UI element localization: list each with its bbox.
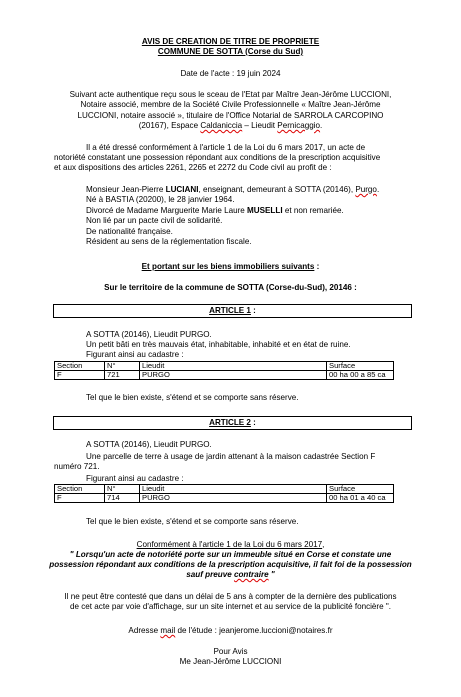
quote-line-3 bbox=[0, 570, 461, 580]
table-row bbox=[55, 371, 394, 380]
heading-suffix: : bbox=[250, 306, 256, 315]
cell-surface: 00 ha 00 a 85 ca bbox=[327, 371, 394, 380]
place-name: Pernicaggio bbox=[277, 121, 321, 130]
header-surface: Surface bbox=[327, 485, 394, 494]
table-row bbox=[55, 494, 394, 503]
text: Adresse bbox=[128, 626, 161, 635]
beneficiary-pacs: Non lié par un pacte civil de solidarité. bbox=[86, 216, 223, 225]
text: Divorcé de Madame Marguerite Marie Laure bbox=[86, 206, 248, 215]
text: de l'étude : jeanjerome.luccioni@notaires.fr bbox=[175, 626, 333, 635]
quote-line-1: " Lorsqu'un acte de notoriété porte sur un immeuble situé en Corse et constate une bbox=[69, 550, 392, 559]
beneficiary-line-1 bbox=[86, 185, 379, 195]
article-1-heading bbox=[53, 304, 412, 318]
text: Monsieur Jean-Pierre bbox=[86, 185, 166, 194]
article-1-location: A SOTTA (20146), Lieudit PURGO. bbox=[86, 330, 212, 339]
article-1-description: Un petit bâti en très mauvais état, inhabitable, inhabité et en état de ruine. bbox=[86, 340, 351, 349]
cell-number: 721 bbox=[105, 371, 140, 380]
cell-surface: 00 ha 01 a 40 ca bbox=[327, 494, 394, 503]
header-number: N° bbox=[105, 485, 140, 494]
contest-line-2: de cet acte par voie d'affichage, sur un site internet et au service de la publicité foncière ". bbox=[69, 602, 391, 611]
quote-text: sauf preuve bbox=[186, 570, 234, 579]
signature-label: Pour Avis bbox=[213, 647, 248, 656]
para2-line-3: et aux dispositions des articles 2261, 2265 et 2272 du Code civil au profit de : bbox=[54, 163, 332, 172]
document-subtitle: COMMUNE DE SOTTA (Corse du Sud) bbox=[157, 47, 304, 56]
article-2-cadastre-table bbox=[54, 484, 394, 503]
text: et non remariée. bbox=[282, 206, 344, 215]
cell-lieudit: PURGO bbox=[140, 371, 327, 380]
quote-line-2: possession répondant aux conditions de la prescription acquisitive, il fait foi de la possession bbox=[49, 560, 412, 569]
article-1-figure: Figurant ainsi au cadastre : bbox=[86, 350, 184, 359]
territory-line: Sur le territoire de la commune de SOTTA (Corse-du-Sud), 20146 : bbox=[104, 283, 357, 292]
section-heading bbox=[0, 262, 461, 272]
intro-line-4 bbox=[0, 121, 461, 131]
intro-line-2: Notaire associé, membre de la Société Civile Professionnelle « Maître Jean-Jérôme bbox=[80, 100, 381, 109]
heading-text: Et portant sur les biens immobiliers suivants bbox=[141, 262, 315, 271]
contest-line-1: Il ne peut être contesté que dans un délai de 5 ans à compter de la dernière des publications bbox=[64, 592, 397, 601]
article-2-description-2: numéro 721. bbox=[54, 462, 100, 471]
surname: LUCIANI bbox=[165, 185, 199, 194]
article-1-cadastre-table bbox=[54, 361, 394, 380]
text: . bbox=[376, 185, 380, 194]
header-number: N° bbox=[105, 362, 140, 371]
heading-text: Conformément à l'article 1 de la Loi du 6 mars 2017 bbox=[136, 540, 323, 549]
heading-suffix: : bbox=[314, 262, 320, 271]
place-name: Purgo bbox=[355, 185, 377, 194]
article-2-location: A SOTTA (20146), Lieudit PURGO. bbox=[86, 440, 212, 449]
heading-text: ARTICLE 1 bbox=[209, 306, 251, 315]
act-date: Date de l'acte : 19 juin 2024 bbox=[180, 69, 281, 78]
quote-text: " bbox=[268, 570, 275, 579]
article-2-heading bbox=[53, 416, 412, 430]
law-heading bbox=[0, 540, 461, 550]
header-section: Section bbox=[55, 485, 105, 494]
quote-text: contraire bbox=[233, 570, 269, 579]
para2-line-1: Il a été dressé conformément à l'article 1 de la Loi du 6 mars 2017, un acte de bbox=[86, 143, 366, 152]
heading-suffix: , bbox=[322, 540, 325, 549]
header-lieudit: Lieudit bbox=[140, 485, 327, 494]
surname: MUSELLI bbox=[247, 206, 283, 215]
para2-line-2: notoriété constatant une possession répondant aux conditions de la prescription acquisitive bbox=[54, 153, 381, 162]
intro-line-3: LUCCIONI, notaire associé », titulaire de l'Office Notarial de SARROLA CARCOPINO bbox=[77, 111, 384, 120]
article-2-description-1: Une parcelle de terre à usage de jardin attenant à la maison cadastrée Section F bbox=[86, 452, 376, 461]
beneficiary-birth: Né à BASTIA (20200), le 28 janvier 1964. bbox=[86, 195, 235, 204]
heading-text: ARTICLE 2 bbox=[209, 418, 251, 427]
beneficiary-nationality: De nationalité française. bbox=[86, 227, 173, 236]
article-1-closing: Tel que le bien existe, s'étend et se comporte sans réserve. bbox=[86, 393, 299, 402]
cell-number: 714 bbox=[105, 494, 140, 503]
intro-text: – Lieudit bbox=[242, 121, 278, 130]
signature-name: Me Jean-Jérôme LUCCIONI bbox=[179, 657, 282, 666]
header-surface: Surface bbox=[327, 362, 394, 371]
heading-suffix: : bbox=[250, 418, 256, 427]
beneficiary-marital bbox=[86, 206, 344, 216]
article-2-figure: Figurant ainsi au cadastre : bbox=[86, 474, 184, 483]
cell-lieudit: PURGO bbox=[140, 494, 327, 503]
header-lieudit: Lieudit bbox=[140, 362, 327, 371]
office-email bbox=[0, 626, 461, 636]
text: , enseignant, demeurant à SOTTA (20146), bbox=[198, 185, 356, 194]
article-2-closing: Tel que le bien existe, s'étend et se comporte sans réserve. bbox=[86, 517, 299, 526]
header-section: Section bbox=[55, 362, 105, 371]
cell-section: F bbox=[55, 494, 105, 503]
beneficiary-residence: Résident au sens de la réglementation fiscale. bbox=[86, 237, 252, 246]
intro-line-1: Suivant acte authentique reçu sous le sceau de l'Etat par Maître Jean-Jérôme LUCCIONI, bbox=[69, 90, 392, 99]
cell-section: F bbox=[55, 371, 105, 380]
place-name: Caldaniccia bbox=[200, 121, 243, 130]
intro-text: . bbox=[320, 121, 323, 130]
text: mail bbox=[160, 626, 176, 635]
intro-text: (20167), Espace bbox=[138, 121, 201, 130]
document-title: AVIS DE CREATION DE TITRE DE PROPRIETE bbox=[141, 37, 320, 46]
